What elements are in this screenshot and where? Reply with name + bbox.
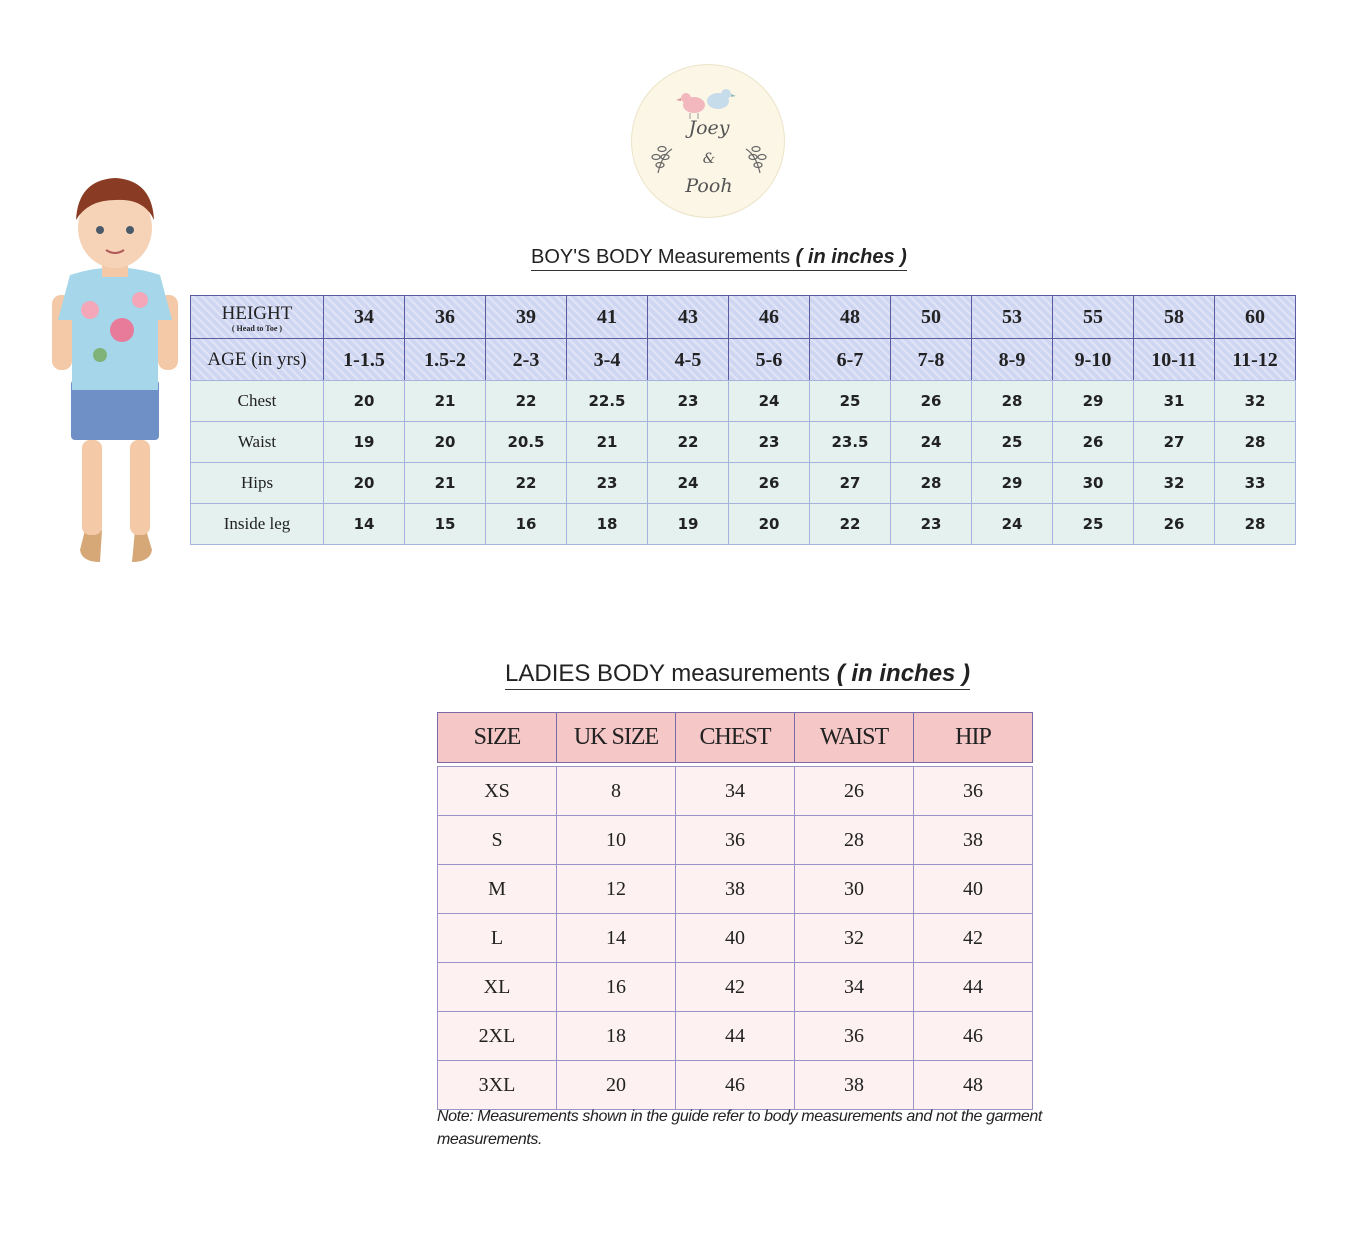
table-cell: 28: [891, 463, 972, 504]
height-cell: 50: [891, 296, 972, 339]
table-cell: 40: [676, 914, 795, 963]
column-header: HIP: [914, 713, 1033, 763]
table-cell: 23: [729, 422, 810, 463]
height-cell: 46: [729, 296, 810, 339]
table-cell: 32: [795, 914, 914, 963]
age-cell: 6-7: [810, 339, 891, 382]
table-cell: 22: [648, 422, 729, 463]
column-header: WAIST: [795, 713, 914, 763]
table-cell: 20: [324, 381, 405, 422]
table-row: [438, 767, 1033, 816]
age-row: [191, 339, 1296, 382]
table-row: [191, 422, 1296, 463]
age-cell: 9-10: [1053, 339, 1134, 382]
height-cell: 41: [567, 296, 648, 339]
table-cell: 31: [1134, 381, 1215, 422]
table-row: [438, 914, 1033, 963]
table-row: [438, 1012, 1033, 1061]
height-label-cell: [191, 296, 324, 339]
table-row: [438, 1061, 1033, 1110]
table-cell: 34: [676, 767, 795, 816]
table-cell: 14: [324, 504, 405, 545]
table-cell: 42: [676, 963, 795, 1012]
table-cell: 26: [729, 463, 810, 504]
table-cell: 2XL: [438, 1012, 557, 1061]
table-cell: 22: [810, 504, 891, 545]
age-cell: 1-1.5: [324, 339, 405, 382]
boys-chart-title: [531, 246, 907, 271]
table-cell: 25: [810, 381, 891, 422]
table-cell: 19: [648, 504, 729, 545]
table-cell: 24: [648, 463, 729, 504]
table-cell: 18: [557, 1012, 676, 1061]
table-cell: 32: [1134, 463, 1215, 504]
table-cell: 23.5: [810, 422, 891, 463]
table-cell: 21: [405, 381, 486, 422]
boys-measurements-table: [190, 380, 1296, 545]
table-cell: 23: [648, 381, 729, 422]
table-cell: 20: [324, 463, 405, 504]
table-cell: 25: [972, 422, 1053, 463]
header-row: [438, 713, 1033, 763]
table-cell: 20: [557, 1061, 676, 1110]
logo-text-amp: &: [702, 151, 716, 167]
table-cell: 15: [405, 504, 486, 545]
table-cell: 20: [405, 422, 486, 463]
table-cell: 34: [795, 963, 914, 1012]
table-cell: XL: [438, 963, 557, 1012]
table-cell: 22: [486, 463, 567, 504]
age-cell: 4-5: [648, 339, 729, 382]
table-row: [438, 865, 1033, 914]
table-cell: 20.5: [486, 422, 567, 463]
table-cell: 36: [676, 816, 795, 865]
table-row: [191, 463, 1296, 504]
table-cell: 29: [1053, 381, 1134, 422]
boys-title-text: BOY'S BODY Measurements: [531, 246, 791, 268]
table-cell: 29: [972, 463, 1053, 504]
table-cell: 21: [405, 463, 486, 504]
table-cell: 26: [1053, 422, 1134, 463]
row-label: Chest: [191, 381, 324, 422]
height-cell: 55: [1053, 296, 1134, 339]
age-label: AGE (in yrs): [191, 339, 324, 382]
ladies-title-units: ( in inches ): [836, 660, 971, 687]
table-cell: 23: [567, 463, 648, 504]
age-cell: 10-11: [1134, 339, 1215, 382]
height-sublabel: ( Head to Toe ): [231, 323, 283, 333]
height-cell: 60: [1215, 296, 1296, 339]
age-cell: 1.5-2: [405, 339, 486, 382]
table-cell: 44: [914, 963, 1033, 1012]
table-cell: 20: [729, 504, 810, 545]
table-cell: 28: [795, 816, 914, 865]
table-cell: 16: [486, 504, 567, 545]
age-cell: 2-3: [486, 339, 567, 382]
row-label: Waist: [191, 422, 324, 463]
logo-text-joey: Joey: [688, 117, 730, 139]
table-cell: 28: [1215, 504, 1296, 545]
table-cell: 3XL: [438, 1061, 557, 1110]
table-cell: 28: [1215, 422, 1296, 463]
table-cell: 23: [891, 504, 972, 545]
height-cell: 43: [648, 296, 729, 339]
table-cell: 26: [795, 767, 914, 816]
table-cell: 27: [1134, 422, 1215, 463]
table-cell: 24: [729, 381, 810, 422]
table-cell: 25: [1053, 504, 1134, 545]
table-cell: 12: [557, 865, 676, 914]
logo-text-pooh: Pooh: [685, 175, 733, 197]
table-cell: 44: [676, 1012, 795, 1061]
height-cell: 39: [486, 296, 567, 339]
table-cell: 32: [1215, 381, 1296, 422]
height-label: HEIGHT: [221, 302, 293, 324]
table-cell: 16: [557, 963, 676, 1012]
age-cell: 7-8: [891, 339, 972, 382]
height-row: [191, 296, 1296, 339]
table-cell: 27: [810, 463, 891, 504]
measurement-note: Note: Measurements shown in the guide refer to body measurements and not the garment measurements.: [437, 1108, 1042, 1148]
table-cell: 38: [676, 865, 795, 914]
table-cell: 19: [324, 422, 405, 463]
ladies-measurements-table: [437, 712, 1033, 1110]
column-header: CHEST: [676, 713, 795, 763]
row-label: Inside leg: [191, 504, 324, 545]
table-cell: 18: [567, 504, 648, 545]
height-cell: 58: [1134, 296, 1215, 339]
ladies-title-text: LADIES BODY measurements: [505, 660, 831, 687]
table-cell: 30: [1053, 463, 1134, 504]
table-cell: 36: [795, 1012, 914, 1061]
table-cell: 8: [557, 767, 676, 816]
table-cell: 40: [914, 865, 1033, 914]
age-cell: 11-12: [1215, 339, 1296, 382]
table-cell: 24: [972, 504, 1053, 545]
column-header: UK SIZE: [557, 713, 676, 763]
table-cell: 26: [891, 381, 972, 422]
table-cell: 38: [914, 816, 1033, 865]
height-cell: 34: [324, 296, 405, 339]
age-cell: 3-4: [567, 339, 648, 382]
table-cell: M: [438, 865, 557, 914]
table-cell: S: [438, 816, 557, 865]
age-cell: 8-9: [972, 339, 1053, 382]
table-cell: 26: [1134, 504, 1215, 545]
table-row: [191, 381, 1296, 422]
boys-header-table: [190, 295, 1296, 382]
row-label: Hips: [191, 463, 324, 504]
table-cell: 24: [891, 422, 972, 463]
table-cell: 38: [795, 1061, 914, 1110]
table-cell: 22: [486, 381, 567, 422]
table-cell: 21: [567, 422, 648, 463]
table-cell: XS: [438, 767, 557, 816]
column-header: SIZE: [438, 713, 557, 763]
table-cell: 36: [914, 767, 1033, 816]
table-cell: L: [438, 914, 557, 963]
age-cell: 5-6: [729, 339, 810, 382]
height-cell: 53: [972, 296, 1053, 339]
table-cell: 42: [914, 914, 1033, 963]
table-cell: 30: [795, 865, 914, 914]
table-row: [191, 504, 1296, 545]
table-cell: 48: [914, 1061, 1033, 1110]
table-cell: 46: [676, 1061, 795, 1110]
boy-illustration: [40, 170, 180, 575]
table-cell: 46: [914, 1012, 1033, 1061]
table-row: [438, 816, 1033, 865]
table-cell: 22.5: [567, 381, 648, 422]
height-cell: 36: [405, 296, 486, 339]
table-cell: 28: [972, 381, 1053, 422]
height-cell: 48: [810, 296, 891, 339]
table-cell: 33: [1215, 463, 1296, 504]
boys-title-units: ( in inches ): [795, 246, 907, 268]
table-row: [438, 963, 1033, 1012]
brand-logo: [631, 64, 785, 218]
table-cell: 14: [557, 914, 676, 963]
ladies-chart-title: [505, 660, 970, 690]
table-cell: 10: [557, 816, 676, 865]
